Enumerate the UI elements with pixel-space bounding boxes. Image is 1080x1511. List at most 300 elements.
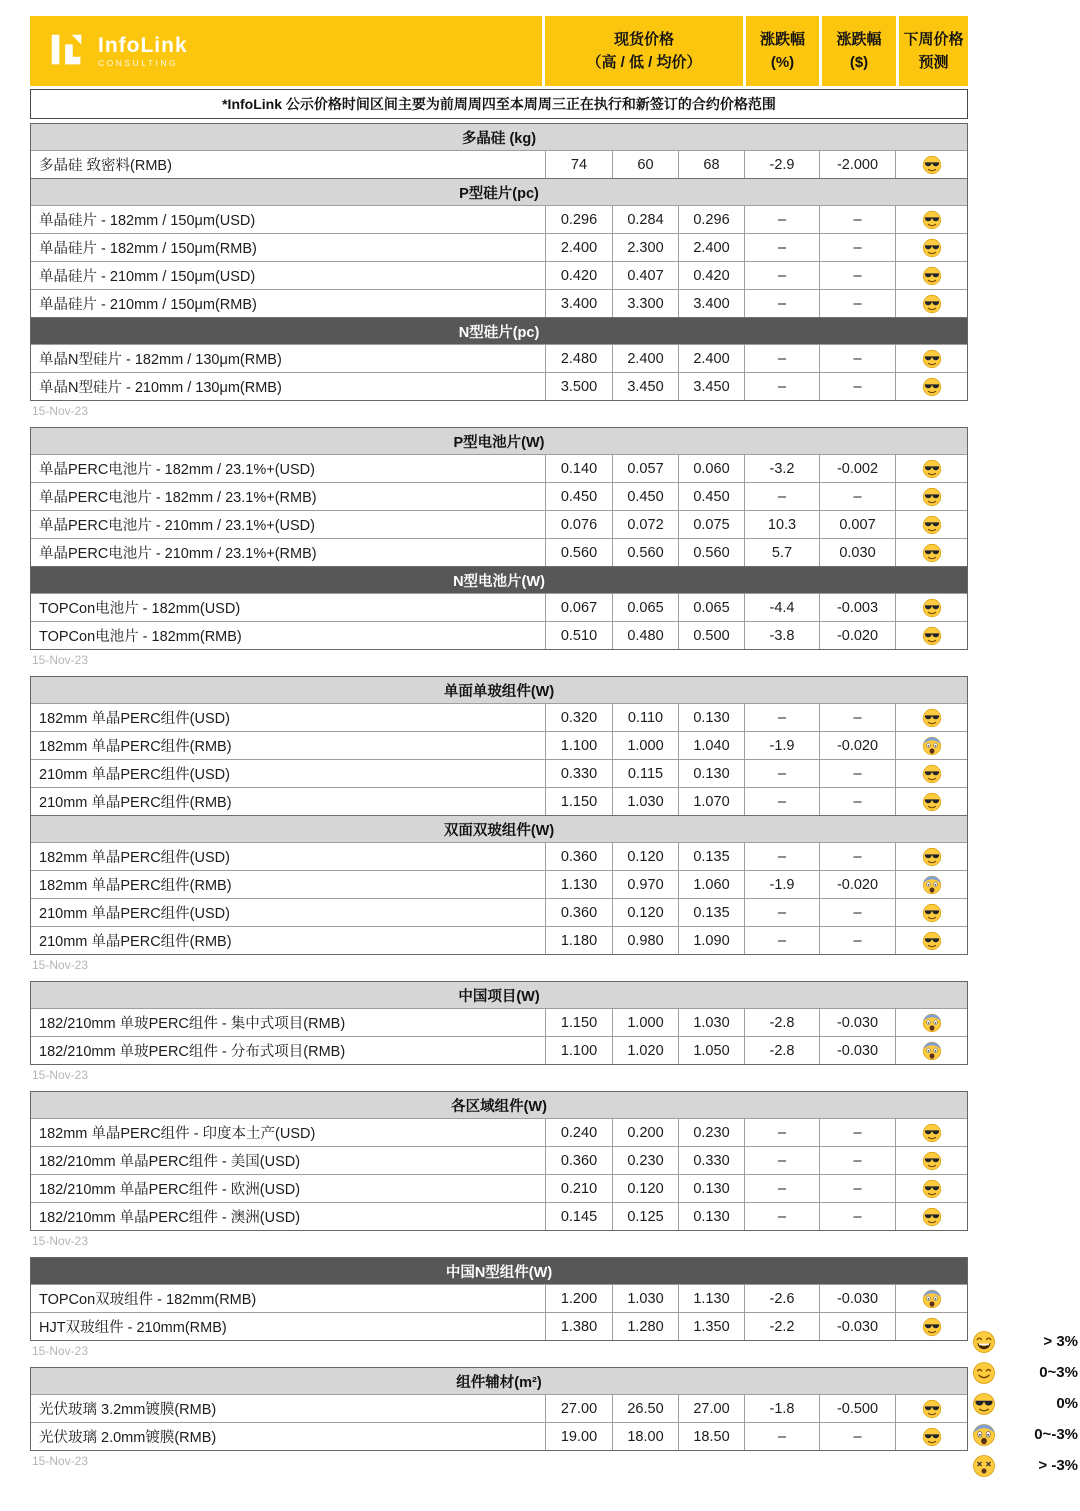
scream-emoji-icon [922, 1041, 942, 1061]
price-high: 1.200 [545, 1285, 612, 1312]
product-name: HJT双玻组件 - 210mm(RMB) [39, 1320, 227, 1336]
change-usd: – [819, 206, 895, 233]
sunglasses-emoji-icon [922, 294, 942, 314]
change-usd: – [819, 899, 895, 926]
scream-emoji-icon [922, 875, 942, 895]
forecast-cell [895, 899, 967, 926]
price-low: 0.407 [612, 262, 678, 289]
change-usd: 0.007 [819, 511, 895, 538]
product-name: 182/210mm 单玻PERC组件 - 分布式项目(RMB) [39, 1044, 346, 1060]
sunglasses-emoji-icon [922, 377, 942, 397]
date-label: 15-Nov-23 [32, 404, 89, 418]
price-high: 1.380 [545, 1313, 612, 1340]
sunglasses-emoji-icon [972, 1392, 996, 1416]
price-avg: 68 [678, 151, 744, 178]
forecast-cell [895, 622, 967, 649]
price-high: 2.400 [545, 234, 612, 261]
table-row [31, 372, 967, 400]
product-name: 182/210mm 单晶PERC组件 - 欧洲(USD) [39, 1182, 301, 1198]
price-avg: 1.090 [678, 927, 744, 954]
legend-row [972, 1419, 1078, 1450]
price-low: 0.115 [612, 760, 678, 787]
forecast-cell [895, 1147, 967, 1174]
price-low: 1.000 [612, 1009, 678, 1036]
price-note: *InfoLink 公示价格时间区间主要为前周周四至本周周三正在执行和新签订的合约价格范围 [30, 89, 968, 119]
price-high: 0.420 [545, 262, 612, 289]
price-low: 0.480 [612, 622, 678, 649]
product-name: 182mm 单晶PERC组件(USD) [39, 711, 230, 727]
table-row [31, 1422, 967, 1450]
price-high: 1.100 [545, 732, 612, 759]
price-high: 0.360 [545, 899, 612, 926]
section-header: P型电池片(W) [31, 428, 967, 454]
table-row [31, 593, 967, 621]
change-usd: – [819, 843, 895, 870]
price-avg: 0.500 [678, 622, 744, 649]
change-usd: – [819, 927, 895, 954]
price-avg: 0.075 [678, 511, 744, 538]
table-row [31, 482, 967, 510]
price-avg: 1.070 [678, 788, 744, 815]
price-low: 0.057 [612, 455, 678, 482]
price-avg: 1.060 [678, 871, 744, 898]
price-high: 0.330 [545, 760, 612, 787]
price-avg: 0.450 [678, 483, 744, 510]
forecast-cell [895, 345, 967, 372]
forecast-cell [895, 151, 967, 178]
change-pct: -2.2 [744, 1313, 819, 1340]
table-row [31, 870, 967, 898]
price-low: 2.400 [612, 345, 678, 372]
price-low: 18.00 [612, 1423, 678, 1450]
sunglasses-emoji-icon [922, 626, 942, 646]
change-usd: -0.020 [819, 871, 895, 898]
sunglasses-emoji-icon [922, 1317, 942, 1337]
price-avg: 1.030 [678, 1009, 744, 1036]
change-pct: – [744, 899, 819, 926]
sunglasses-emoji-icon [922, 598, 942, 618]
forecast-cell [895, 1009, 967, 1036]
price-low: 60 [612, 151, 678, 178]
change-usd: -0.030 [819, 1037, 895, 1064]
price-avg: 1.350 [678, 1313, 744, 1340]
legend-row [972, 1388, 1078, 1419]
sunglasses-emoji-icon [922, 708, 942, 728]
product-name: TOPCon电池片 - 182mm(RMB) [39, 629, 242, 645]
change-usd: -0.030 [819, 1009, 895, 1036]
price-low: 0.125 [612, 1203, 678, 1230]
change-pct: -1.8 [744, 1395, 819, 1422]
change-pct: – [744, 843, 819, 870]
infolink-logo [30, 16, 542, 86]
price-high: 0.145 [545, 1203, 612, 1230]
change-usd: – [819, 760, 895, 787]
change-pct: -3.8 [744, 622, 819, 649]
sunglasses-emoji-icon [922, 792, 942, 812]
table-row [31, 1146, 967, 1174]
product-name: 单晶PERC电池片 - 210mm / 23.1%+(RMB) [39, 546, 317, 562]
table-row [31, 205, 967, 233]
price-low: 1.280 [612, 1313, 678, 1340]
change-usd: – [819, 483, 895, 510]
change-pct-subtitle: (%) [770, 54, 795, 71]
price-avg: 0.135 [678, 843, 744, 870]
price-low: 1.030 [612, 788, 678, 815]
change-usd: -0.030 [819, 1313, 895, 1340]
price-avg: 1.130 [678, 1285, 744, 1312]
change-pct: -1.9 [744, 732, 819, 759]
change-usd: – [819, 290, 895, 317]
sunglasses-emoji-icon [922, 266, 942, 286]
change-pct: 10.3 [744, 511, 819, 538]
legend-row [972, 1450, 1078, 1481]
section-header: 单面单玻组件(W) [31, 677, 967, 703]
product-name: 单晶N型硅片 - 210mm / 130μm(RMB) [39, 380, 282, 396]
change-pct: – [744, 345, 819, 372]
table-row [31, 150, 967, 178]
price-avg: 2.400 [678, 345, 744, 372]
product-name: 光伏玻璃 2.0mm镀膜(RMB) [39, 1430, 217, 1446]
sunglasses-emoji-icon [922, 515, 942, 535]
product-name: 182/210mm 单玻PERC组件 - 集中式项目(RMB) [39, 1016, 346, 1032]
forecast-cell [895, 1395, 967, 1422]
scream-emoji-icon [922, 1289, 942, 1309]
forecast-subtitle: 预测 [918, 54, 949, 71]
price-avg: 0.330 [678, 1147, 744, 1174]
price-block [30, 427, 968, 650]
price-avg: 0.130 [678, 760, 744, 787]
date-label: 15-Nov-23 [32, 958, 89, 972]
price-high: 27.00 [545, 1395, 612, 1422]
legend-label: > -3% [1038, 1457, 1078, 1474]
forecast-cell [895, 455, 967, 482]
change-usd: – [819, 1147, 895, 1174]
price-high: 0.560 [545, 539, 612, 566]
table-row [31, 1118, 967, 1146]
table-row [31, 926, 967, 954]
price-high: 0.210 [545, 1175, 612, 1202]
price-avg: 1.050 [678, 1037, 744, 1064]
price-low: 1.030 [612, 1285, 678, 1312]
price-avg: 3.400 [678, 290, 744, 317]
table-row [31, 510, 967, 538]
table-row [31, 898, 967, 926]
legend-label: 0% [1056, 1395, 1078, 1412]
price-avg: 0.560 [678, 539, 744, 566]
table-row [31, 454, 967, 482]
change-pct: – [744, 373, 819, 400]
change-usd: – [819, 1203, 895, 1230]
change-pct: – [744, 262, 819, 289]
sunglasses-emoji-icon [922, 1151, 942, 1171]
sunglasses-emoji-icon [922, 155, 942, 175]
price-low: 0.450 [612, 483, 678, 510]
change-usd: -0.020 [819, 622, 895, 649]
price-avg: 0.420 [678, 262, 744, 289]
price-high: 19.00 [545, 1423, 612, 1450]
price-low: 0.110 [612, 704, 678, 731]
price-low: 0.560 [612, 539, 678, 566]
section-header: 各区域组件(W) [31, 1092, 967, 1118]
legend-label: 0~-3% [1034, 1426, 1078, 1443]
product-name: TOPCon双玻组件 - 182mm(RMB) [39, 1292, 257, 1308]
section-header: N型电池片(W) [31, 566, 967, 593]
price-block [30, 1257, 968, 1341]
sunglasses-emoji-icon [922, 543, 942, 563]
change-usd: – [819, 345, 895, 372]
price-high: 0.360 [545, 1147, 612, 1174]
price-high: 0.140 [545, 455, 612, 482]
table-row [31, 787, 967, 815]
price-low: 0.970 [612, 871, 678, 898]
product-name: 单晶硅片 - 182mm / 150μm(USD) [39, 213, 256, 229]
product-name: 182mm 单晶PERC组件 - 印度本土产(USD) [39, 1126, 316, 1142]
price-high: 3.400 [545, 290, 612, 317]
spot-price-title: 现货价格 [613, 30, 674, 48]
change-usd-title: 涨跌幅 [836, 30, 882, 48]
price-high: 1.130 [545, 871, 612, 898]
spot-price-subtitle: （高 / 低 / 均价） [586, 54, 702, 71]
price-low: 3.450 [612, 373, 678, 400]
price-high: 3.500 [545, 373, 612, 400]
brand-subtitle: CONSULTING [98, 57, 179, 68]
change-usd: -0.500 [819, 1395, 895, 1422]
forecast-cell [895, 1119, 967, 1146]
price-low: 0.120 [612, 899, 678, 926]
legend-label: 0~3% [1039, 1364, 1078, 1381]
price-high: 0.076 [545, 511, 612, 538]
sunglasses-emoji-icon [922, 847, 942, 867]
change-pct: – [744, 1119, 819, 1146]
price-block [30, 676, 968, 955]
change-pct: – [744, 760, 819, 787]
price-low: 0.072 [612, 511, 678, 538]
product-name: 210mm 单晶PERC组件(RMB) [39, 934, 232, 950]
infolink-logo-text [98, 34, 188, 67]
price-low: 0.065 [612, 594, 678, 621]
forecast-cell [895, 871, 967, 898]
forecast-cell [895, 539, 967, 566]
price-high: 1.150 [545, 788, 612, 815]
forecast-cell [895, 1313, 967, 1340]
price-avg: 0.130 [678, 1175, 744, 1202]
table-row [31, 1284, 967, 1312]
section-header: 组件辅材(m²) [31, 1368, 967, 1394]
section-header: P型硅片(pc) [31, 178, 967, 205]
forecast-cell [895, 594, 967, 621]
legend-row [972, 1357, 1078, 1388]
product-name: 单晶PERC电池片 - 182mm / 23.1%+(USD) [39, 462, 315, 478]
product-name: 182mm 单晶PERC组件(USD) [39, 850, 230, 866]
product-name: 单晶硅片 - 210mm / 150μm(USD) [39, 269, 256, 285]
table-row [31, 538, 967, 566]
forecast-title: 下周价格 [903, 30, 964, 48]
forecast-cell [895, 1175, 967, 1202]
change-pct: -2.8 [744, 1037, 819, 1064]
change-usd: 0.030 [819, 539, 895, 566]
sunglasses-emoji-icon [922, 1427, 942, 1447]
price-low: 1.020 [612, 1037, 678, 1064]
price-low: 26.50 [612, 1395, 678, 1422]
price-high: 0.296 [545, 206, 612, 233]
change-usd: – [819, 262, 895, 289]
change-pct: – [744, 206, 819, 233]
legend-row [972, 1326, 1078, 1357]
change-pct: – [744, 1147, 819, 1174]
forecast-cell [895, 234, 967, 261]
change-usd: – [819, 373, 895, 400]
change-pct: – [744, 1175, 819, 1202]
product-name: 210mm 单晶PERC组件(USD) [39, 767, 230, 783]
change-pct: – [744, 1423, 819, 1450]
sunglasses-emoji-icon [922, 238, 942, 258]
forecast-cell [895, 483, 967, 510]
price-high: 1.150 [545, 1009, 612, 1036]
price-block [30, 123, 968, 401]
price-high: 0.320 [545, 704, 612, 731]
smile-emoji-icon [972, 1361, 996, 1385]
change-pct: – [744, 483, 819, 510]
price-low: 2.300 [612, 234, 678, 261]
section-header: 多晶硅 (kg) [31, 124, 967, 150]
sunglasses-emoji-icon [922, 487, 942, 507]
dizzy-emoji-icon [972, 1454, 996, 1478]
price-avg: 1.040 [678, 732, 744, 759]
price-high: 0.510 [545, 622, 612, 649]
brand-name: InfoLink [98, 34, 188, 58]
price-sheet [30, 16, 968, 1477]
price-high: 0.067 [545, 594, 612, 621]
change-usd: -0.002 [819, 455, 895, 482]
table-row [31, 1036, 967, 1064]
price-avg: 18.50 [678, 1423, 744, 1450]
product-name: 单晶PERC电池片 - 210mm / 23.1%+(USD) [39, 518, 315, 534]
change-pct: – [744, 788, 819, 815]
change-pct: 5.7 [744, 539, 819, 566]
date-label: 15-Nov-23 [32, 1454, 89, 1468]
sunglasses-emoji-icon [922, 1399, 942, 1419]
date-label: 15-Nov-23 [32, 1234, 89, 1248]
table-row [31, 759, 967, 787]
product-name: TOPCon电池片 - 182mm(USD) [39, 601, 241, 617]
product-name: 光伏玻璃 3.2mm镀膜(RMB) [39, 1402, 217, 1418]
forecast-cell [895, 1285, 967, 1312]
change-usd: – [819, 1423, 895, 1450]
forecast-cell [895, 373, 967, 400]
sunglasses-emoji-icon [922, 764, 942, 784]
price-low: 3.300 [612, 290, 678, 317]
sunglasses-emoji-icon [922, 459, 942, 479]
table-row [31, 621, 967, 649]
product-name: 多晶硅 致密料(RMB) [39, 158, 172, 174]
forecast-cell [895, 262, 967, 289]
forecast-cell [895, 511, 967, 538]
change-usd: -2.000 [819, 151, 895, 178]
table-row [31, 731, 967, 759]
price-low: 0.120 [612, 843, 678, 870]
price-avg: 27.00 [678, 1395, 744, 1422]
price-low: 0.120 [612, 1175, 678, 1202]
table-row [31, 1202, 967, 1230]
forecast-cell [895, 788, 967, 815]
price-high: 1.100 [545, 1037, 612, 1064]
scream-emoji-icon [922, 1013, 942, 1033]
section-header: 中国项目(W) [31, 982, 967, 1008]
price-avg: 3.450 [678, 373, 744, 400]
price-avg: 0.065 [678, 594, 744, 621]
change-pct: – [744, 290, 819, 317]
forecast-cell [895, 290, 967, 317]
price-high: 2.480 [545, 345, 612, 372]
column-header-spot-price [545, 16, 743, 86]
change-pct: -2.9 [744, 151, 819, 178]
sunglasses-emoji-icon [922, 210, 942, 230]
date-label: 15-Nov-23 [32, 1344, 89, 1358]
table-header [30, 16, 968, 86]
price-high: 0.450 [545, 483, 612, 510]
change-pct: -3.2 [744, 455, 819, 482]
price-low: 0.230 [612, 1147, 678, 1174]
change-usd: – [819, 1175, 895, 1202]
table-row [31, 344, 967, 372]
price-high: 1.180 [545, 927, 612, 954]
table-row [31, 289, 967, 317]
price-avg: 0.135 [678, 899, 744, 926]
price-blocks [30, 123, 968, 1468]
price-avg: 0.130 [678, 1203, 744, 1230]
product-name: 210mm 单晶PERC组件(USD) [39, 906, 230, 922]
change-usd-subtitle: ($) [849, 54, 869, 71]
price-low: 1.000 [612, 732, 678, 759]
change-pct: – [744, 234, 819, 261]
change-usd: – [819, 1119, 895, 1146]
scream-emoji-icon [922, 736, 942, 756]
sunglasses-emoji-icon [922, 1207, 942, 1227]
infolink-logo-icon [46, 30, 88, 72]
table-row [31, 233, 967, 261]
sunglasses-emoji-icon [922, 349, 942, 369]
price-avg: 0.130 [678, 704, 744, 731]
column-header-forecast [899, 16, 968, 86]
forecast-cell [895, 927, 967, 954]
price-avg: 2.400 [678, 234, 744, 261]
forecast-cell [895, 704, 967, 731]
table-row [31, 261, 967, 289]
forecast-cell [895, 206, 967, 233]
change-pct: – [744, 704, 819, 731]
price-avg: 0.060 [678, 455, 744, 482]
product-name: 单晶PERC电池片 - 182mm / 23.1%+(RMB) [39, 490, 317, 506]
section-header: 中国N型组件(W) [31, 1258, 967, 1284]
table-row [31, 1394, 967, 1422]
product-name: 210mm 单晶PERC组件(RMB) [39, 795, 232, 811]
change-usd: -0.030 [819, 1285, 895, 1312]
column-header-change-pct [746, 16, 819, 86]
price-avg: 0.296 [678, 206, 744, 233]
price-low: 0.200 [612, 1119, 678, 1146]
forecast-cell [895, 1203, 967, 1230]
price-block [30, 1091, 968, 1231]
forecast-cell [895, 1423, 967, 1450]
forecast-legend [972, 1326, 1078, 1481]
product-name: 182/210mm 单晶PERC组件 - 澳洲(USD) [39, 1210, 301, 1226]
product-name: 182/210mm 单晶PERC组件 - 美国(USD) [39, 1154, 301, 1170]
price-high: 0.240 [545, 1119, 612, 1146]
change-usd: – [819, 234, 895, 261]
change-pct: -2.8 [744, 1009, 819, 1036]
price-low: 0.980 [612, 927, 678, 954]
date-label: 15-Nov-23 [32, 1068, 89, 1082]
